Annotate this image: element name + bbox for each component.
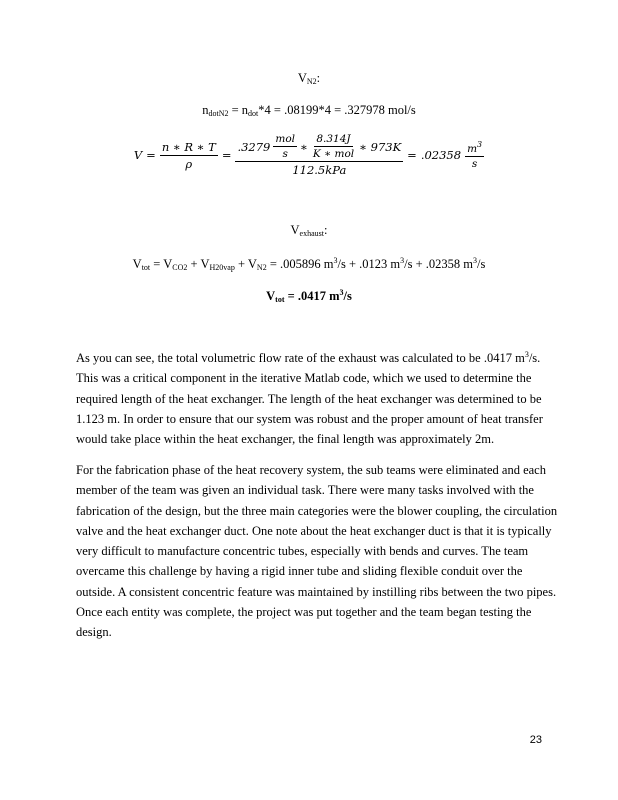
vtot-result: $V_{tot} = .0417$ $m^3/s$ bbox=[266, 288, 352, 304]
heading-v-exhaust: $V_{exhaust}$: bbox=[290, 223, 328, 238]
paragraph-line: outside. A consistent concentric feature was maintained by instilling ribs between the two pipes. bbox=[76, 584, 557, 599]
heading-v-n2: $V_{N2}$: bbox=[297, 71, 321, 86]
paragraph-line: would take place within the heat exchanger, the final length was approximately 2m. bbox=[76, 432, 495, 447]
page-number: 23 bbox=[529, 734, 542, 746]
fraction-nrt-over-rho: $\frac{n ∗ R ∗ T}{\rho}$ bbox=[161, 139, 216, 171]
vtot-equation: $V_{tot} = V_{CO2} + V_{H20vap} + V_{N2} = .005896$ $m^3/s + .0123$ $m^3/s + .02358$ $m^3/s$ bbox=[132, 256, 486, 272]
fraction-unit-m3-per-s: $\frac{m^3}{s}$ bbox=[467, 140, 483, 170]
paragraph-line: member of the team was given an individual task. There were many tasks involved with the bbox=[76, 483, 534, 498]
paragraph-fabrication bbox=[76, 460, 558, 643]
paragraph-line: very difficult to manufacture concentric tubes, especially with bends and curves. The team bbox=[76, 544, 529, 559]
paragraph-line: valve and the heat exchanger duct. One note about the heat exchanger duct is that it is typically bbox=[76, 523, 552, 538]
paragraph-line: As you can see, the total volumetric flow rate of the exhaust was calculated to be .0417 $m^3/s$. bbox=[76, 350, 541, 365]
ndot-equation: $n_{dotN2} = n_{dot}*4 = .08199*4 = .327978$ mol/s bbox=[202, 103, 416, 118]
paragraph-line: required length of the heat exchanger. The length of the heat exchanger was determined to be bbox=[76, 391, 542, 406]
paragraph-line: For the fabrication phase of the heat recovery system, the sub teams were eliminated and each bbox=[76, 463, 546, 477]
paragraph-flow-rate bbox=[76, 345, 546, 449]
paragraph-line: design. bbox=[76, 625, 112, 640]
ideal-gas-equation: V = $\frac{n ∗ R ∗ T}{\rho}$ = .3279 $\frac{\text{mol}}{s}$ ∗ $\frac{8.314J}{\text{K ∗ mol}}$ ∗ 973K 112.5kPa = .02358 $\frac{m^3}{s}$ bbox=[133, 133, 483, 177]
paragraph-line: 1.123 m. In order to ensure that our system was robust and the proper amount of heat transfer bbox=[76, 411, 543, 426]
paragraph-line: fabrication of the design, but the three main categories were the blower coupling, the circulation bbox=[76, 503, 558, 518]
fraction-numeric-substitution: .3279 $\frac{\text{mol}}{s}$ ∗ $\frac{8.314J}{\text{K ∗ mol}}$ ∗ 973K 112.5kPa bbox=[237, 133, 402, 177]
paragraph-line: This was a critical component in the iterative Matlab code, which we used to determine the bbox=[76, 371, 532, 386]
paragraph-line: overcame this challenge by having a rigid inner tube and sliding flexible conduit over the bbox=[76, 564, 523, 579]
paragraph-line: Once each entity was complete, the project was put together and the team began testing the bbox=[76, 605, 532, 620]
